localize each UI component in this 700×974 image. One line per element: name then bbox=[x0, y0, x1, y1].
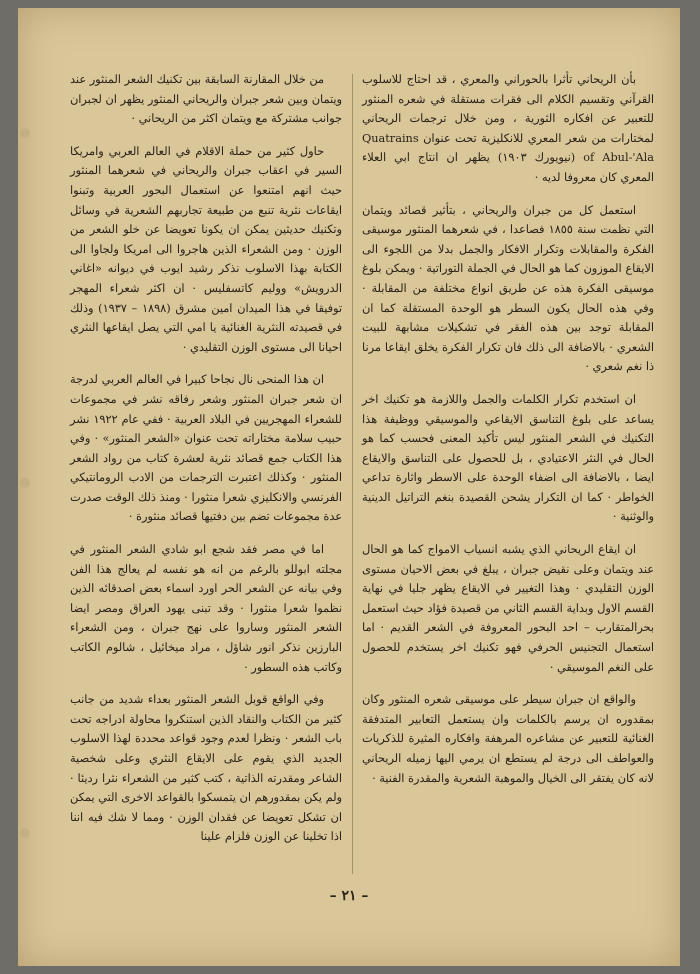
page-number: – ٢١ – bbox=[329, 888, 369, 904]
left-column bbox=[70, 70, 342, 860]
paragraph: ان استخدم تكرار الكلمات والجمل واللازمة هو تكنيك اخر يساعد على بلوغ التناسق الايقاعي والموسيقي ووظيفة هذا التكنيك في الشعر المنثور ليس تأكيد المعنى فحسب كما هو الحال في النثر الاعتيادي ، بل للحصول على التناسق والايقاع ايضا ، بالاضافة الى اضفاء الوحدة على الاسطر واثارة تداعي الخواطر · كما ان التكرار يشحن القصيدة بنغم التراتيل الدينية والوثنية · bbox=[362, 392, 654, 524]
paragraph: بأن الريحاني تأثرا بالحوراني والمعري ، قد احتاج للاسلوب القرآني وتقسيم الكلام الى فقرات مستقلة في شعره المنثور للتعبير عن افكاره الثورية ، ومن خلال ترجمات الريحاني لمختارات من شعر المعري للانكليزية تحت عنوان Quatrains of Abul-'Ala (نيويورك ١٩٠٣) يظهر ان انتاج ابي العلاء المعري كان معروفا لديه · bbox=[362, 73, 654, 184]
paragraph: وفي الواقع قوبل الشعر المنثور بعداء شديد من جانب كثير من الكتاب والنقاد الذين استنكروا محاولة ادراجه تحت باب الشعر · ونظرا لعدم وجود قواعد محددة لهذا الاسلوب الجديد الذي يقوم على الايقاع النثري وعلى شخصية الشاعر ومقدرته الذاتية ، كتب كثير من الشعراء نثرا رديئا · ولم يكن بمقدورهم ان يتمسكوا بالقواعد الاخرى التي يمكن ان تشكل تعويضا عن فقدان الوزن · ومما لا شك فيه اننا اذا تخلينا عن الوزن فلزام علينا bbox=[70, 693, 342, 844]
column-divider bbox=[352, 74, 353, 874]
paragraph: والواقع ان جبران سيطر على موسيقى شعره المنثور وكان بمقدوره ان يرسم بالكلمات وان يستعمل التعابير المتدفقة الغنائية للتعبير عن مشاعره المرهفة وافكاره المثيرة للذكريات والعواطف الى درجة لم يستطع ان يرمي اليها زميله الريحاني لانه كان يفتقر الى الخيال والموهبة الشعرية والمقدرة الفنية · bbox=[362, 693, 654, 785]
paragraph: استعمل كل من جبران والريحاني ، بتأثير قصائد ويتمان التي نظمت سنة ١٨٥٥ فصاعدا ، في شعرهما المنثور موسيقى الفكرة والمقابلات وتكرار الافكار والجمل بدلا من اللجوء الى الايقاع الموزون كما هو الحال في الجملة التوراتية · ويمكن بلوغ موسيقى الفكرة هذه عن طريق انواع مختلفة من المقابلة · وفي هذه الحال يكون السطر هو الوحدة المستقلة كما ان المقابلة توجد بين هذه الفقر في تشكيلات مشابهة للبيت الشعري · بالاضافة الى ذلك فان تكرار الفكرة يخلق ايقاعا مرنا ذا نغم شعري · bbox=[362, 203, 654, 374]
paragraph: ان هذا المنحى نال نجاحا كبيرا في العالم العربي لدرجة ان شعر جبران المنثور وشعر رفاقه نشر في مجموعات للشعراء المهجريين في البلاد العربية · ففي عام ١٩٢٢ نشر حبيب سلامة مختاراته تحت عنوان «الشعر المنثور» · وفي هذا الكتاب جمع قصائد نثرية لعشرة كتاب من رواد الشعر المنثور · وكذلك اعتبرت الترجمات من الادب الرومانتيكي الفرنسي والانكليزي شعرا منثورا · ومنذ ذلك الوقت صدرت عدة مجموعات تضم بين دفتيها قصائد منثورة · bbox=[70, 373, 342, 524]
paragraph: حاول كثير من حملة الاقلام في العالم العربي وامريكا السير في اعقاب جبران والريحاني في شعرهما المنثور حيث انهم امتنعوا عن استعمال البحور العربية وتبنوا ايقاعات نثرية تنبع من طبيعة تجاربهم الشعرية في وسائل وتكنيك حديثين يمكن ان يكونا تعويضا عن خلو الشعر من الوزن · ومن الشعراء الذين هاجروا الى امريكا ولجاوا الى الكتابة بهذا الاسلوب نذكر رشيد ايوب في ديوانه «اغاني الدرويش» ووليم كاتسفليس · ان اكثر شعراء المهجر توفيقا في هذا الميدان امين مشرق (١٨٩٨ – ١٩٣٧) وذلك في قصيدته النثرية الغنائية يا امي التي يصل ايقاعها النثري احيانا الى مستوى الوزن التقليدي · bbox=[70, 144, 343, 354]
right-column bbox=[362, 70, 654, 801]
paragraph: من خلال المقارنة السابقة بين تكنيك الشعر المنثور عند ويتمان وبين شعر جبران والريحاني المنثور يظهر ان لجبران جوانب مشتركة مع ويتمان اكثر من الريحاني · bbox=[70, 73, 342, 126]
paragraph: اما في مصر فقد شجع ابو شادي الشعر المنثور في مجلته ابوللو بالرغم من انه هو نفسه لم يعالج هذا الفن وفي بيانه عن الشعر الحر اورد اسماء بعض اصدقائه الذين نظموا شعرا منثورا · وقد تبنى يهود العراق ومصر ايضا الشعر المنثور وساروا على نهج جبران ، ومن الشعراء البارزين نذكر انور شاؤل ، مراد ميخائيل ، شالوم الكاتب وكاتب هذه السطور · bbox=[70, 543, 342, 674]
book-page bbox=[18, 8, 680, 966]
paragraph: ان ايقاع الريحاني الذي يشبه انسياب الامواج كما هو الحال عند ويتمان وعلى نقيض جبران ، يبلغ في بعض الاحيان مستوى الوزن التقليدي · وهذا التغيير في الايقاع يظهر جليا في نهاية القسم الاول وبداية القسم الثاني من قصيدة فؤاد حيث استعمل بحرالمتقارب – احد البحور المعروفة في الشعر القديم · اما استعمال التجنيس الحرفي فهو تكنيك اخر يستخدم للحصول على النغم الموسيقي · bbox=[362, 543, 654, 674]
